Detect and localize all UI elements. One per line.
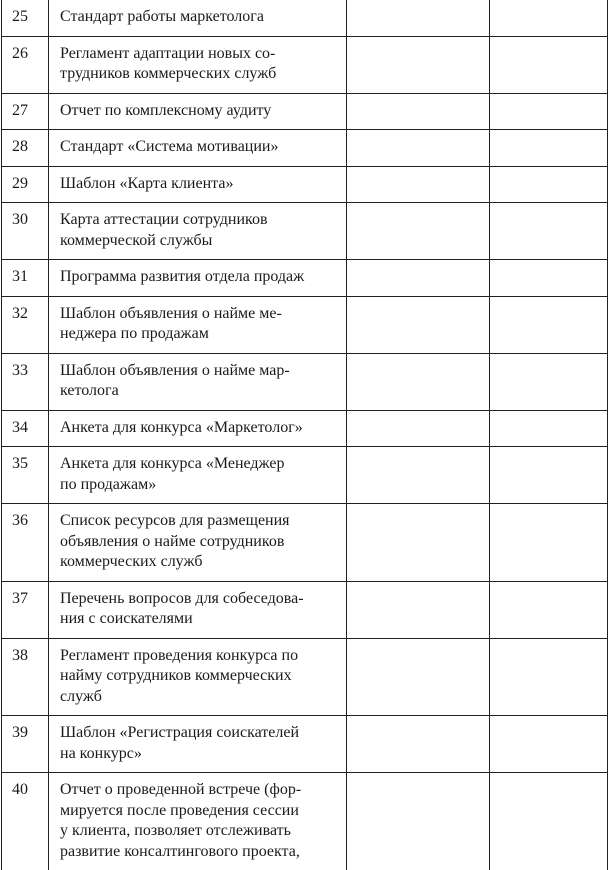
- empty-cell: [490, 447, 608, 504]
- document-name-line: объявления о найме сотрудников: [60, 532, 338, 553]
- document-name-line: Стандарт «Система мотивации»: [60, 137, 338, 158]
- row-number: 36: [2, 504, 49, 582]
- empty-cell: [347, 260, 490, 297]
- document-name-line: трудников коммерческих служб: [60, 64, 338, 85]
- empty-cell: [347, 166, 490, 203]
- empty-cell: [490, 93, 608, 130]
- document-name-line: Шаблон объявления о найме ме-: [60, 304, 338, 325]
- document-name-line: Отчет по комплексному аудиту: [60, 101, 338, 122]
- empty-cell: [347, 581, 490, 638]
- empty-cell: [490, 504, 608, 582]
- document-name: [49, 638, 347, 716]
- empty-cell: [347, 36, 490, 93]
- row-number: 28: [2, 130, 49, 167]
- table-row: [2, 166, 608, 203]
- document-name: [49, 296, 347, 353]
- document-name-line: Регламент адаптации новых со-: [60, 44, 338, 65]
- row-number: 30: [2, 203, 49, 260]
- table-row: [2, 93, 608, 130]
- row-number: 29: [2, 166, 49, 203]
- row-number: 31: [2, 260, 49, 297]
- empty-cell: [347, 296, 490, 353]
- empty-cell: [490, 130, 608, 167]
- document-name-line: Регламент проведения конкурса по: [60, 646, 338, 667]
- document-name: [49, 203, 347, 260]
- document-name: [49, 716, 347, 773]
- table-row: [2, 410, 608, 447]
- document-name-line: неджера по продажам: [60, 324, 338, 345]
- document-name-line: найму сотрудников коммерческих: [60, 666, 338, 687]
- empty-cell: [490, 0, 608, 36]
- row-number: 27: [2, 93, 49, 130]
- document-name-line: развитие консалтингового проекта,: [60, 842, 338, 863]
- document-name: [49, 410, 347, 447]
- table-row: [2, 581, 608, 638]
- empty-cell: [347, 447, 490, 504]
- document-name-line: кетолога: [60, 381, 338, 402]
- document-name: [49, 581, 347, 638]
- row-number: 40: [2, 773, 49, 870]
- document-name-line: Перечень вопросов для собеседова-: [60, 589, 338, 610]
- document-name-line: Программа развития отдела продаж: [60, 267, 338, 288]
- empty-cell: [347, 504, 490, 582]
- table-row: [2, 638, 608, 716]
- empty-cell: [347, 203, 490, 260]
- document-name-line: Анкета для конкурса «Маркетолог»: [60, 418, 338, 439]
- empty-cell: [490, 716, 608, 773]
- empty-cell: [347, 716, 490, 773]
- table-row: [2, 447, 608, 504]
- row-number: 25: [2, 0, 49, 36]
- table-row: [2, 716, 608, 773]
- empty-cell: [490, 581, 608, 638]
- table-row: [2, 773, 608, 870]
- document-name-line: ния с соискателями: [60, 609, 338, 630]
- empty-cell: [347, 410, 490, 447]
- document-name: [49, 0, 347, 36]
- row-number: 32: [2, 296, 49, 353]
- document-name: [49, 353, 347, 410]
- document-name: [49, 504, 347, 582]
- empty-cell: [490, 166, 608, 203]
- document-name: [49, 130, 347, 167]
- row-number: 33: [2, 353, 49, 410]
- table-row: [2, 203, 608, 260]
- document-name-line: Шаблон «Карта клиента»: [60, 174, 338, 195]
- document-name-line: коммерческих служб: [60, 552, 338, 573]
- document-name-line: у клиента, позволяет отслеживать: [60, 821, 338, 842]
- document-name-line: Карта аттестации сотрудников: [60, 210, 338, 231]
- empty-cell: [347, 638, 490, 716]
- document-name: [49, 166, 347, 203]
- document-name-line: коммерческой службы: [60, 231, 338, 252]
- row-number: 39: [2, 716, 49, 773]
- table-row: [2, 296, 608, 353]
- documents-table-body: [2, 0, 608, 870]
- table-row: [2, 260, 608, 297]
- empty-cell: [347, 93, 490, 130]
- row-number: 37: [2, 581, 49, 638]
- document-name-line: мируется после проведения сессии: [60, 801, 338, 822]
- table-row: [2, 130, 608, 167]
- document-name: [49, 447, 347, 504]
- table-row: [2, 504, 608, 582]
- documents-table: [1, 0, 608, 870]
- document-name-line: Стандарт работы маркетолога: [60, 7, 338, 28]
- row-number: 26: [2, 36, 49, 93]
- row-number: 34: [2, 410, 49, 447]
- document-name: [49, 773, 347, 870]
- row-number: 35: [2, 447, 49, 504]
- empty-cell: [347, 773, 490, 870]
- document-name: [49, 36, 347, 93]
- empty-cell: [490, 638, 608, 716]
- document-name-line: Шаблон объявления о найме мар-: [60, 361, 338, 382]
- document-name: [49, 260, 347, 297]
- empty-cell: [490, 36, 608, 93]
- document-name-line: по продажам»: [60, 475, 338, 496]
- row-number: 38: [2, 638, 49, 716]
- table-row: [2, 36, 608, 93]
- empty-cell: [347, 130, 490, 167]
- document-name: [49, 93, 347, 130]
- empty-cell: [490, 773, 608, 870]
- empty-cell: [490, 260, 608, 297]
- empty-cell: [490, 353, 608, 410]
- document-name-line: служб: [60, 687, 338, 708]
- empty-cell: [347, 353, 490, 410]
- empty-cell: [490, 410, 608, 447]
- document-name-line: Список ресурсов для размещения: [60, 511, 338, 532]
- document-name-line: на конкурс»: [60, 744, 338, 765]
- table-row: [2, 0, 608, 36]
- document-name-line: Анкета для конкурса «Менеджер: [60, 454, 338, 475]
- empty-cell: [347, 0, 490, 36]
- empty-cell: [490, 296, 608, 353]
- table-row: [2, 353, 608, 410]
- empty-cell: [490, 203, 608, 260]
- document-name-line: Шаблон «Регистрация соискателей: [60, 723, 338, 744]
- document-name-line: Отчет о проведенной встрече (фор-: [60, 780, 338, 801]
